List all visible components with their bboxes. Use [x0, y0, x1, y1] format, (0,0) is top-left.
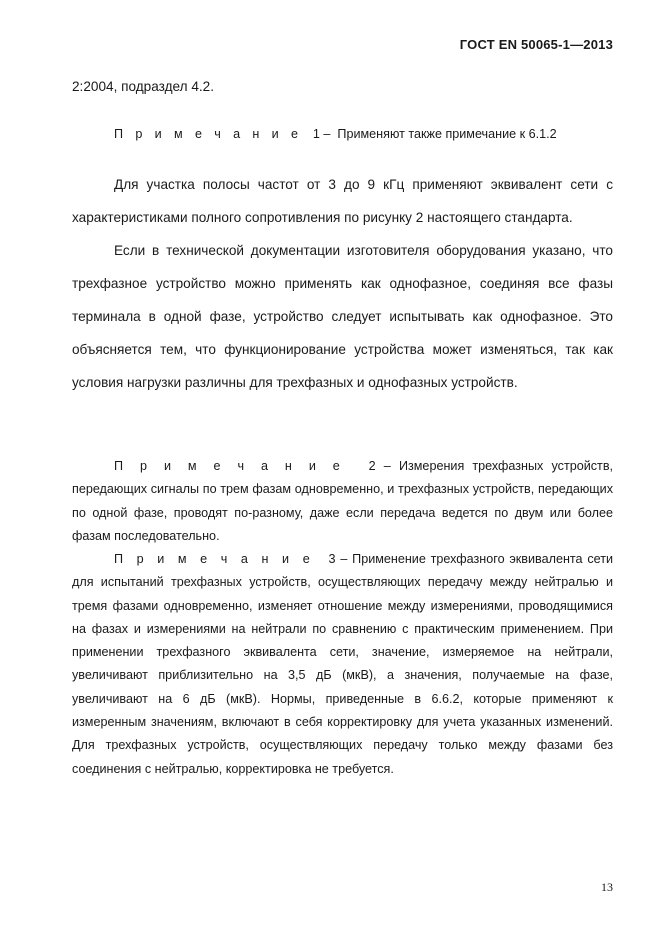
page-number: 13	[601, 880, 613, 894]
continuation-line-block	[72, 70, 613, 103]
note-2-text: Измерения трехфазных устройств, передающих сигналы по трем фазам одновременно, и трехфазных устройств, передающих по одной фазе, проводят по-разному, даже если передача ведется по двум или более фазам последовательно.	[72, 459, 614, 543]
note-1	[114, 127, 557, 141]
note-1-number: 1 –	[312, 127, 331, 141]
note-3-text: Применение трехфазного эквивалента сети для испытаний трехфазных устройств, осуществляющих передачу между нейтралью и тремя фазами одновременно, изменяет отношение между измерениями, проводящимися на фазах и измерениями на нейтрали по сравнению с практическим применением. При применении трехфазного эквивалента сети, значение, измеряемое на нейтрали, увеличивают приблизительно на 3,5 дБ (мкВ), а значения, получаемые на фазе, увеличивают на 6 дБ (мкВ). Нормы, приведенные в 6.6.2, которые применяют к измеренным значениям, включают в себя корректировку для учета указанных изменений. Для трехфазных устройств, осуществляющих передачу только между фазами без соединения с нейтралью, корректировка не требуется.	[72, 552, 614, 776]
note-2-label: П р и м е ч а н и е	[114, 459, 345, 473]
note-3-number: 3 –	[328, 552, 348, 566]
main-paragraphs	[72, 168, 613, 399]
note-3-label: П р и м е ч а н и е	[114, 552, 315, 566]
standard-header: ГОСТ EN 50065-1—2013	[459, 37, 613, 52]
note-2-number: 2 –	[368, 459, 391, 473]
continuation-line: 2:2004, подраздел 4.2.	[72, 79, 215, 94]
paragraph-three-phase: Если в технической документации изготовителя оборудования указано, что трехфазное устройство можно применять как однофазное, соединяя все фазы терминала в одной фазе, устройство следует испытывать как однофазное. Это объясняется тем, что функционирование устройства может изменяться, так как условия нагрузки различны для трехфазных и однофазных устройств.	[72, 243, 613, 390]
note-1-label: П р и м е ч а н и е	[114, 127, 303, 141]
note-2	[72, 455, 613, 548]
note-3	[72, 548, 613, 781]
note-1-text: Применяют также примечание к 6.1.2	[337, 127, 557, 141]
paragraph-frequency-band: Для участка полосы частот от 3 до 9 кГц применяют эквивалент сети с характеристиками полного сопротивления по рисунку 2 настоящего стандарта.	[72, 177, 613, 225]
